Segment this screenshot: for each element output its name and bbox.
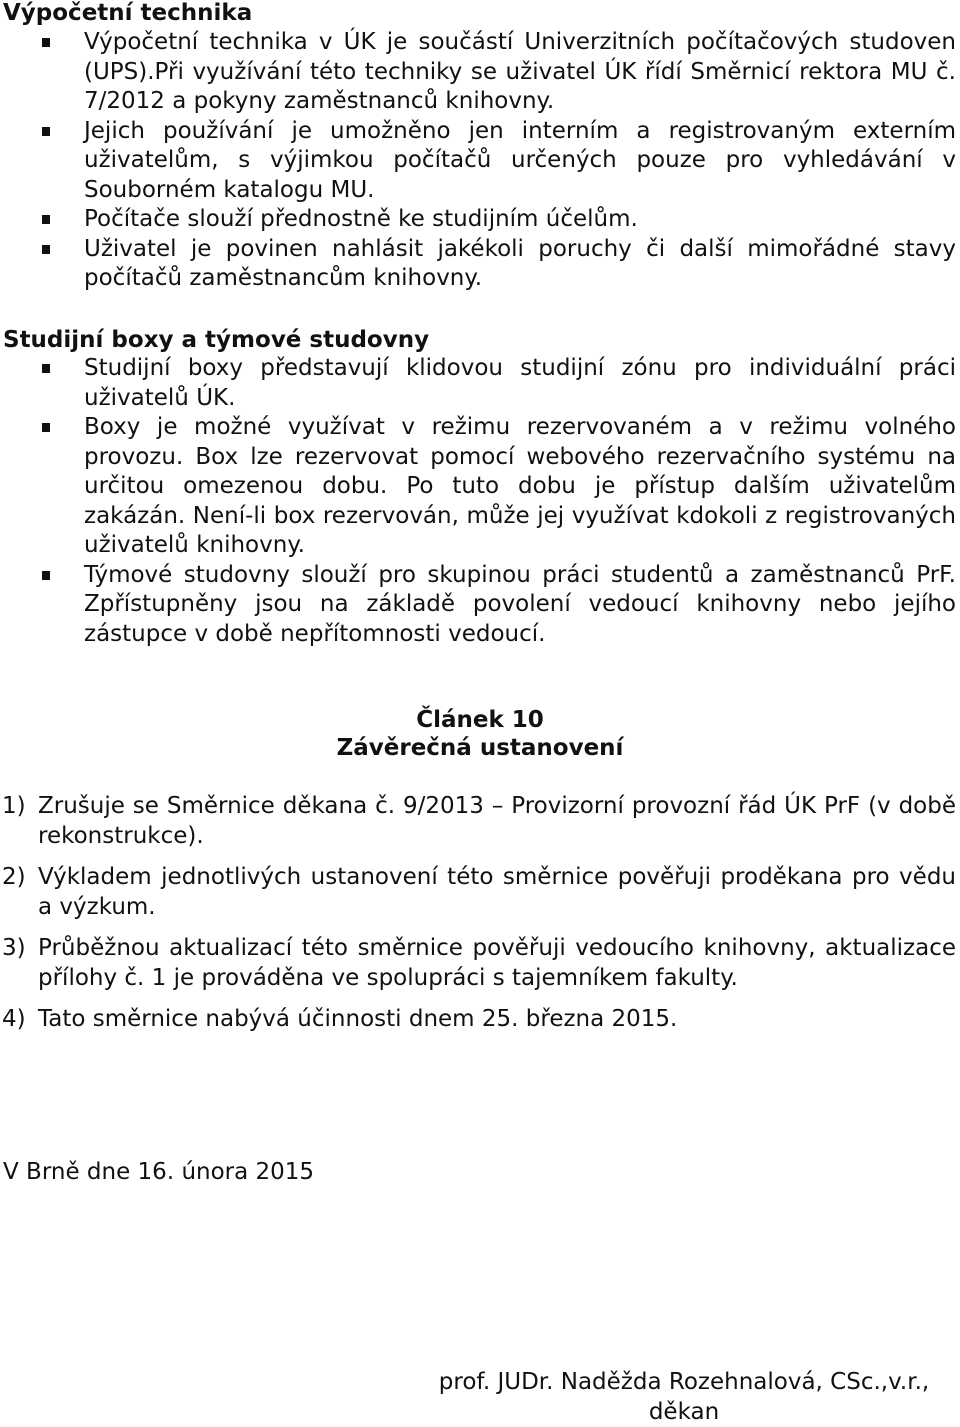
bullet-marker: [42, 245, 50, 254]
article-number: Článek 10: [0, 706, 960, 736]
list-item: Studijní boxy představují klidovou studijní zónu pro individuální práci uživatelů ÚK.: [0, 354, 956, 413]
final-provisions-list: [0, 792, 956, 1047]
signature-block: [414, 1368, 954, 1427]
bullet-marker: [42, 571, 50, 580]
provision-item: 3) Průběžnou aktualizací této směrnice pověřuji vedoucího knihovny, aktualizace přílohy č. 1 je prováděna ve spolupráci s tajemníkem fakulty.: [0, 934, 956, 993]
list-item: Uživatel je povinen nahlásit jakékoli poruchy či další mimořádné stavy počítačů zaměstnancům knihovny.: [0, 235, 956, 294]
signatory-role: děkan: [414, 1398, 954, 1427]
provision-item: 2) Výkladem jednotlivých ustanovení této směrnice pověřuji proděkana pro vědu a výzkum.: [0, 863, 956, 922]
signatory-name: prof. JUDr. Naděžda Rozehnalová, CSc.,v.r.,: [414, 1368, 954, 1398]
bullet-marker: [42, 215, 50, 224]
bullet-marker: [42, 127, 50, 136]
list-item: Počítače slouží přednostně ke studijním účelům.: [0, 205, 956, 235]
bullet-marker: [42, 364, 50, 373]
provision-item: 1) Zrušuje se Směrnice děkana č. 9/2013 – Provizorní provozní řád ÚK PrF (v době rekonstrukce).: [0, 792, 956, 851]
study-boxes-rules-list: [0, 354, 956, 649]
section-heading-computing: Výpočetní technika: [3, 0, 252, 29]
bullet-marker: [42, 423, 50, 432]
list-item: Týmové studovny slouží pro skupinou práci studentů a zaměstnanců PrF. Zpřístupněny jsou na základě povolení vedoucí knihovny nebo jejího zástupce v době nepřítomnosti vedoucí.: [0, 561, 956, 650]
list-item: Jejich používání je umožněno jen interním a registrovaným externím uživatelům, s výjimkou počítačů určených pouze pro vyhledávání v Souborném katalogu MU.: [0, 117, 956, 206]
computing-rules-list: [0, 28, 956, 294]
article-title: Závěrečná ustanovení: [0, 734, 960, 764]
provision-item: 4) Tato směrnice nabývá účinnosti dnem 25. března 2015.: [0, 1005, 956, 1035]
list-item: Boxy je možné využívat v režimu rezervovaném a v režimu volného provozu. Box lze rezervovat pomocí webového rezervačního systému na určitou omezenou dobu. Po tuto dobu je přístup dalším uživatelům zakázán. Není-li box rezervován, může jej využívat kdokoli z registrovaných uživatelů knihovny.: [0, 413, 956, 561]
section-heading-study-boxes: Studijní boxy a týmové studovny: [3, 326, 429, 356]
list-item: Výpočetní technika v ÚK je součástí Univerzitních počítačových studoven (UPS).Při využívání této techniky se uživatel ÚK řídí Směrnicí rektora MU č. 7/2012 a pokyny zaměstnanců knihovny.: [0, 28, 956, 117]
place-and-date: V Brně dne 16. února 2015: [3, 1158, 314, 1188]
bullet-marker: [42, 38, 50, 47]
